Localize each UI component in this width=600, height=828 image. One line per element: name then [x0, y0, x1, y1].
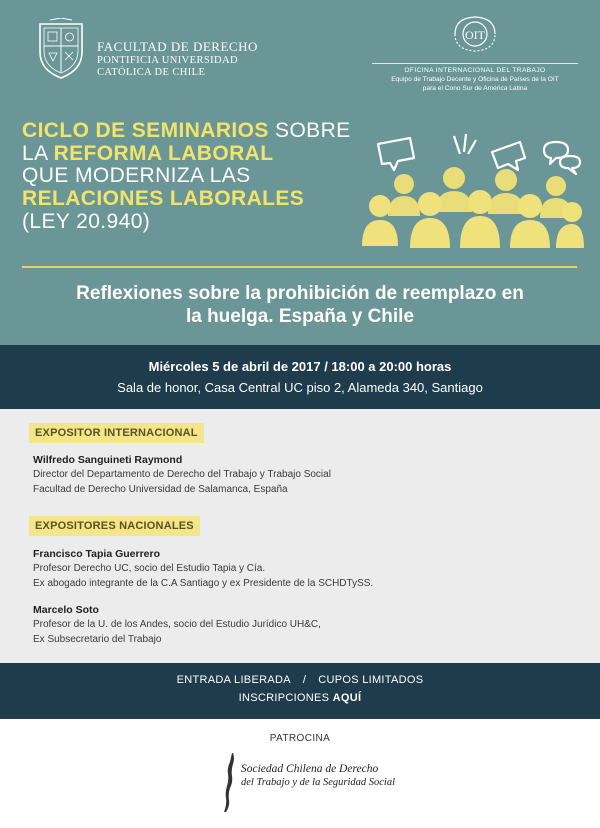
oit-line-3: para el Cono Sur de América Latina — [422, 85, 528, 93]
registration-line — [0, 692, 600, 704]
speaker-national-2 — [33, 603, 321, 647]
sponsor-label: PATROCINA — [269, 733, 331, 744]
chile-map-icon — [221, 752, 239, 814]
speaker-role: Director del Departamento de Derecho del Trabajo y Trabajo Social — [33, 469, 331, 481]
title-highlight-1: CICLO DE SEMINARIOS — [22, 119, 269, 142]
registration-label: INSCRIPCIONES — [238, 692, 333, 704]
speaker-role: Profesor Derecho UC, socio del Estudio Tapia y Cía. — [33, 563, 266, 575]
international-speaker-label: EXPOSITOR INTERNACIONAL — [29, 423, 204, 443]
uc-faculty-name — [97, 40, 258, 79]
speaker-affiliation: Ex abogado integrante de la C.A Santiago y ex Presidente de la SCHDTySS. — [33, 577, 374, 589]
limited-seats-text: CUPOS LIMITADOS — [318, 674, 424, 686]
title-highlight-3: RELACIONES LABORALES — [22, 187, 305, 211]
national-speakers-label: EXPOSITORES NACIONALES — [29, 516, 200, 536]
oit-line-1: OFICINA INTERNACIONAL DEL TRABAJO — [372, 63, 578, 75]
university-seal-icon — [36, 18, 86, 80]
oit-logo-icon — [449, 14, 501, 54]
title-text-5: (LEY 20.940) — [22, 209, 151, 233]
uc-line-1: FACULTAD DE DERECHO — [97, 39, 258, 54]
title-text-3: QUE MODERNIZA LAS — [22, 164, 251, 188]
title-divider — [22, 266, 577, 268]
free-entry-text: ENTRADA LIBERADA — [176, 674, 291, 686]
subtitle-line-1: Reflexiones sobre la prohibición de reemplazo en — [76, 283, 524, 304]
speaker-international — [33, 453, 331, 497]
registration-band — [0, 663, 600, 719]
event-venue: Sala de honor, Casa Central UC piso 2, Alameda 340, Santiago — [117, 380, 483, 395]
title-text-2: LA — [22, 141, 54, 165]
title-highlight-2: REFORMA LABORAL — [53, 141, 274, 165]
entry-info — [0, 674, 600, 686]
uc-line-3: CATÓLICA DE CHILE — [97, 67, 206, 78]
speaker-national-1 — [33, 547, 373, 591]
speaker-role: Profesor de la U. de los Andes, socio del Estudio Jurídico UH&C, — [33, 619, 321, 631]
title-text-1: SOBRE — [268, 119, 351, 142]
sponsor-line-1: Sociedad Chilena de Derecho — [241, 763, 379, 775]
uc-line-2: PONTIFICIA UNIVERSIDAD — [97, 54, 238, 66]
speaker-name: Francisco Tapia Guerrero — [33, 548, 161, 560]
registration-link[interactable]: AQUÍ — [332, 692, 362, 704]
speaker-affiliation: Facultad de Derecho Universidad de Salamanca, España — [33, 483, 288, 495]
crowd-with-speech-bubbles-icon — [358, 128, 584, 256]
event-info-band — [0, 345, 600, 409]
speakers-section — [0, 409, 600, 663]
oit-line-2: Equipo de Trabajo Decente y Oficina de Países de la OIT — [391, 76, 559, 84]
oit-logo-text: OIT — [465, 28, 485, 42]
event-date: Miércoles 5 de abril de 2017 / 18:00 a 20:00 horas — [148, 359, 452, 374]
subtitle-line-2: la huelga. España y Chile — [185, 305, 415, 327]
speaker-affiliation: Ex Subsecretario del Trabajo — [33, 633, 162, 645]
seminar-subtitle — [20, 283, 580, 329]
oit-office-name — [372, 63, 578, 94]
speaker-name: Wilfredo Sanguineti Raymond — [33, 454, 183, 466]
header-section — [0, 0, 600, 345]
sponsor-line-2: del Trabajo y de la Seguridad Social — [241, 776, 395, 788]
sponsor-name — [241, 763, 395, 789]
seminar-title — [22, 120, 362, 233]
speaker-name: Marcelo Soto — [33, 604, 99, 616]
separator: / — [302, 674, 307, 686]
